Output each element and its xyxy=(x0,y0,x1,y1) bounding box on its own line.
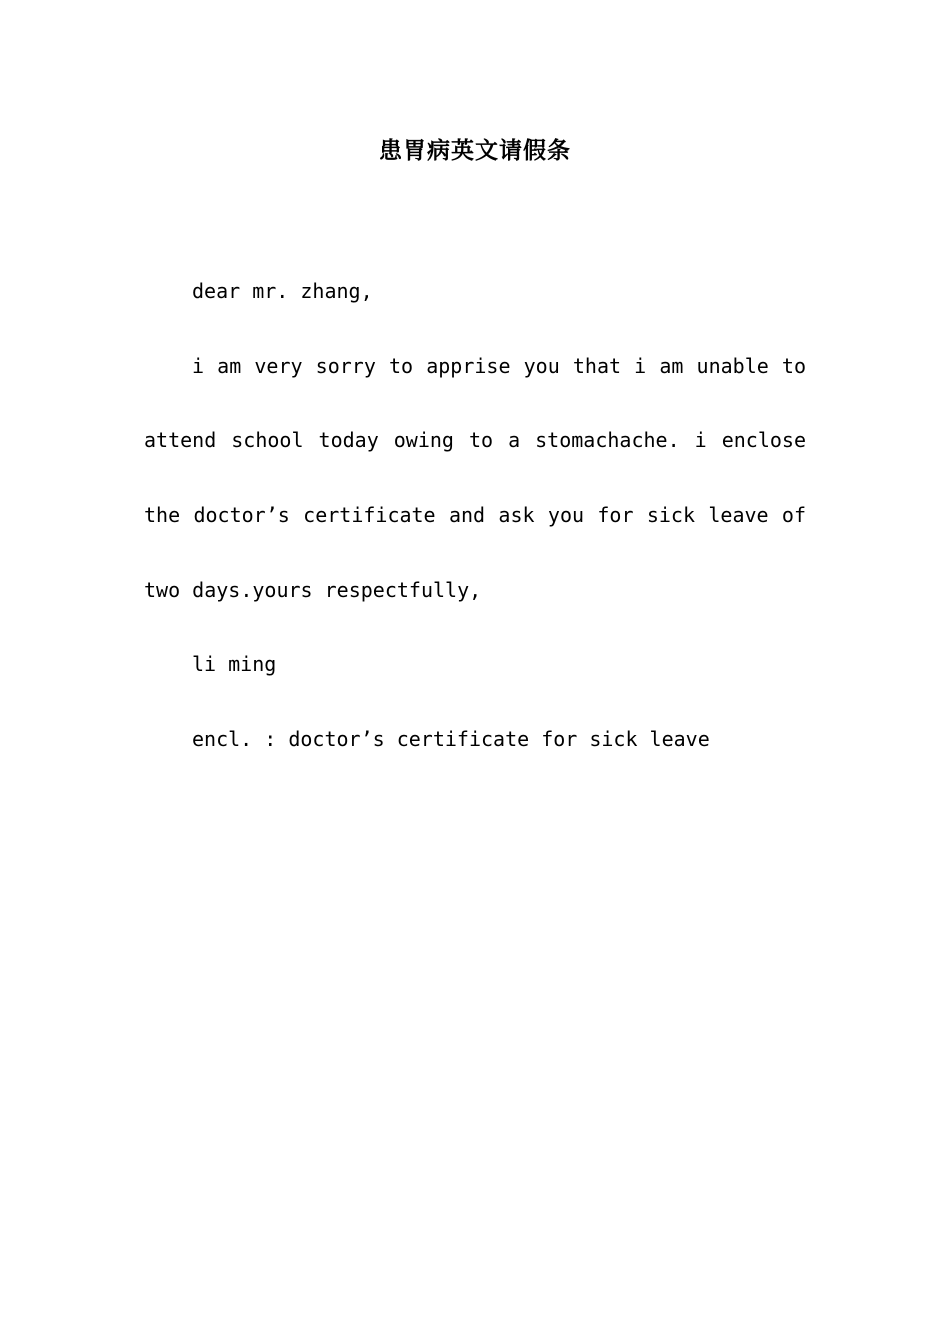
paragraph-line: the doctor’s certificate and ask you for sick leave of xyxy=(144,503,806,528)
paragraph-line: i am very sorry to apprise you that i am unable to xyxy=(192,353,806,378)
letter-body xyxy=(144,254,806,777)
signature: li ming xyxy=(192,652,277,677)
document-title: 患胃病英文请假条 xyxy=(379,138,571,164)
main-paragraph xyxy=(144,329,806,628)
salutation: dear mr. zhang, xyxy=(192,279,373,303)
paragraph-line: attend school today owing to a stomachache. i enclose xyxy=(144,428,806,453)
paragraph-line: two days.yours respectfully, xyxy=(144,577,482,602)
enclosure-note: encl. : doctor’s certificate for sick leave xyxy=(192,727,710,752)
